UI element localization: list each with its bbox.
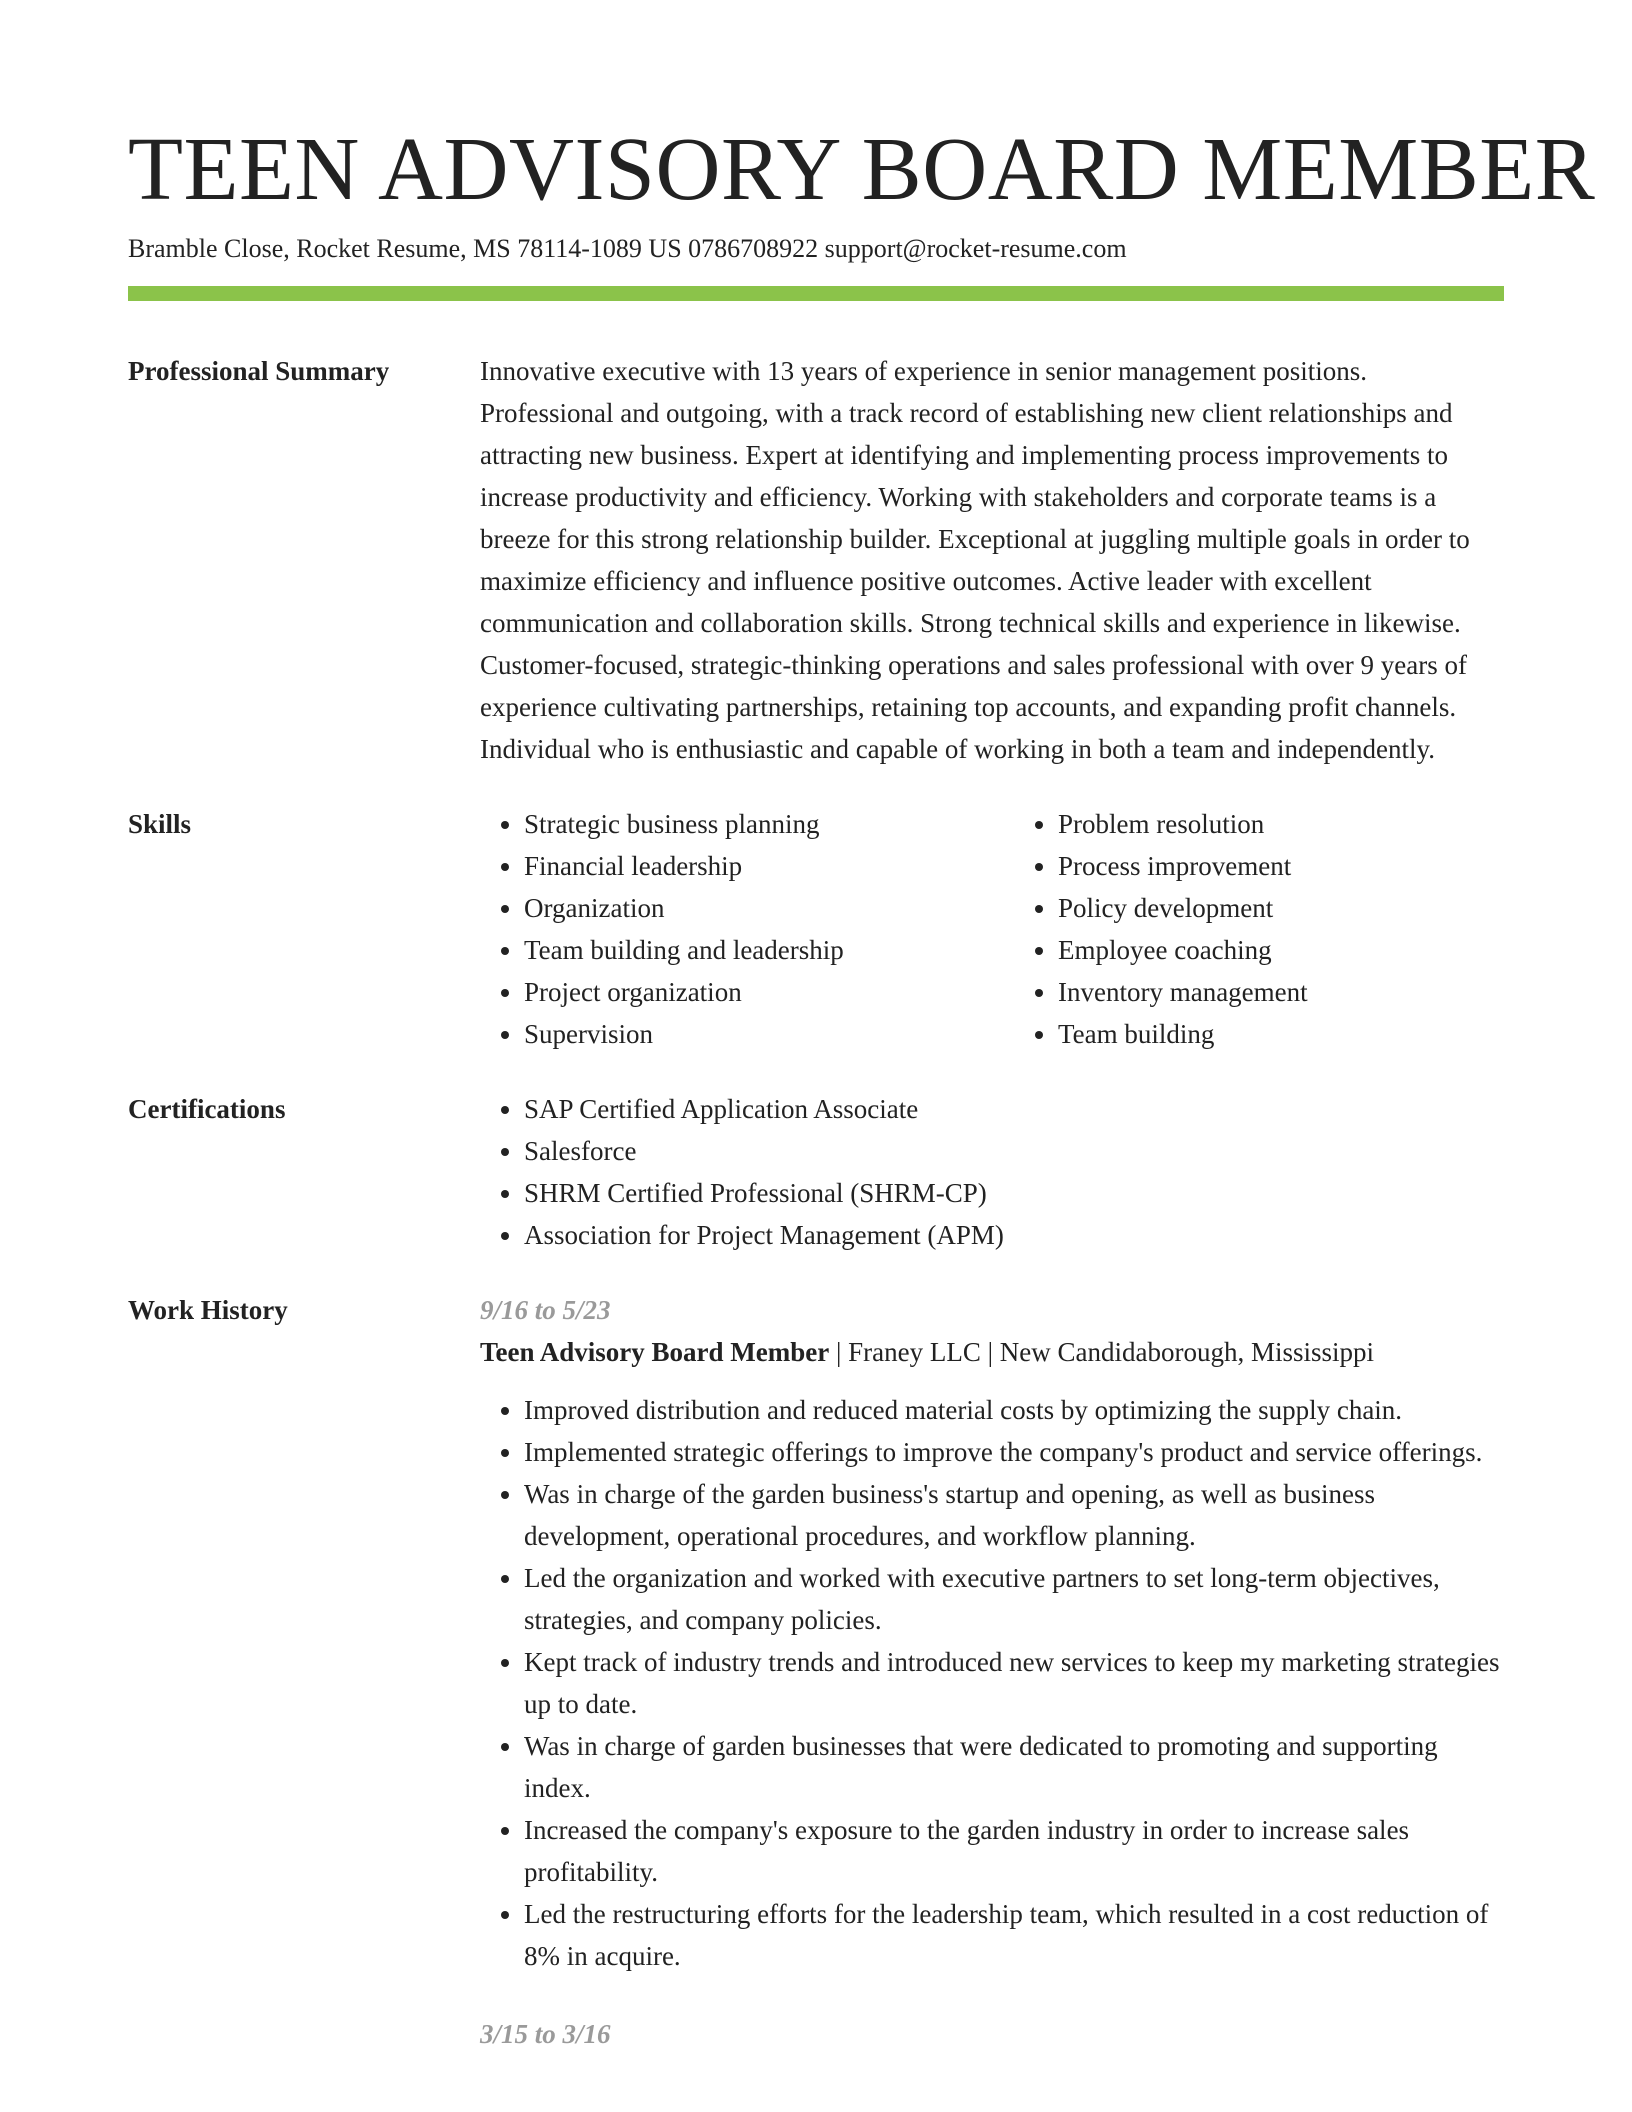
certification-item: • Salesforce — [524, 1130, 1504, 1172]
skill-item: • Problem resolution — [1058, 803, 1504, 845]
skill-item: • Policy development — [1058, 887, 1504, 929]
accent-divider — [128, 286, 1504, 301]
skills-body — [480, 803, 1504, 1055]
skill-item: • Supervision — [524, 1013, 970, 1055]
summary-body — [480, 350, 1504, 770]
certifications-section — [128, 1088, 1504, 1256]
skills-list-right — [1014, 803, 1504, 1055]
job-title: Teen Advisory Board Member — [480, 1337, 830, 1367]
certification-item: • SHRM Certified Professional (SHRM-CP) — [524, 1172, 1504, 1214]
skill-item: • Team building — [1058, 1013, 1504, 1055]
job-bullet: • Was in charge of garden businesses that were dedicated to promoting and supporting index. — [524, 1725, 1504, 1809]
skill-item: • Organization — [524, 887, 970, 929]
certifications-body — [480, 1088, 1504, 1256]
certification-item: • Association for Project Management (APM) — [524, 1214, 1504, 1256]
resume-title: TEEN ADVISORY BOARD MEMBER — [128, 120, 1596, 219]
skill-item: • Strategic business planning — [524, 803, 970, 845]
job-company-location: | Franey LLC | New Candidaborough, Mississippi — [829, 1337, 1375, 1367]
job-entry — [480, 2013, 1504, 2055]
skill-item: • Employee coaching — [1058, 929, 1504, 971]
skill-item: • Inventory management — [1058, 971, 1504, 1013]
skill-item: • Process improvement — [1058, 845, 1504, 887]
job-bullet: • Implemented strategic offerings to improve the company's product and service offerings. — [524, 1431, 1504, 1473]
skill-item: • Financial leadership — [524, 845, 970, 887]
job-bullet: • Led the restructuring efforts for the leadership team, which resulted in a cost reduction of 8% in acquire. — [524, 1893, 1504, 1977]
certification-item: • SAP Certified Application Associate — [524, 1088, 1504, 1130]
resume-content — [128, 350, 1504, 2088]
job-entry — [480, 1289, 1504, 1977]
job-bullet: • Was in charge of the garden business's startup and opening, as well as business development, operational procedures, and workflow planning. — [524, 1473, 1504, 1557]
skill-item: • Team building and leadership — [524, 929, 970, 971]
work-history-body — [480, 1289, 1504, 2055]
section-label-summary: Professional Summary — [128, 356, 390, 386]
skills-list-left — [480, 803, 970, 1055]
job-bullet: • Led the organization and worked with executive partners to set long-term objectives, strategies, and company policies. — [524, 1557, 1504, 1641]
certifications-list — [480, 1088, 1504, 1256]
job-bullet: • Increased the company's exposure to the garden industry in order to increase sales profitability. — [524, 1809, 1504, 1893]
summary-text: Innovative executive with 13 years of experience in senior management positions. Professional and outgoing, with a track record of establishing new client relationships and attracting new business. Expert at identifying and implementing process improvements to increase productivity and efficiency. Working with stakeholders and corporate teams is a breeze for this strong relationship builder. Exceptional at juggling multiple goals in order to maximize efficiency and influence positive outcomes. Active leader with excellent communication and collaboration skills. Strong technical skills and experience in likewise. Customer-focused, strategic-thinking operations and sales professional with over 9 years of experience cultivating partnerships, retaining top accounts, and expanding profit channels. Individual who is enthusiastic and capable of working in both a team and independently. — [480, 356, 1470, 764]
skill-item: • Project organization — [524, 971, 970, 1013]
summary-section — [128, 350, 1504, 770]
job-bullets — [480, 1389, 1504, 1977]
section-label-skills: Skills — [128, 809, 192, 839]
job-dates: 9/16 to 5/23 — [480, 1295, 611, 1325]
job-heading — [480, 1331, 1504, 1373]
work-history-section — [128, 1289, 1504, 2055]
section-label-certifications: Certifications — [128, 1094, 286, 1124]
job-bullet: • Improved distribution and reduced material costs by optimizing the supply chain. — [524, 1389, 1504, 1431]
job-bullet: • Kept track of industry trends and introduced new services to keep my marketing strategies up to date. — [524, 1641, 1504, 1725]
job-dates: 3/15 to 3/16 — [480, 2019, 611, 2049]
section-label-work-history: Work History — [128, 1295, 288, 1325]
skills-section — [128, 803, 1504, 1055]
contact-line: Bramble Close, Rocket Resume, MS 78114-1089 US 0786708922 support@rocket-resume.com — [128, 234, 1127, 263]
